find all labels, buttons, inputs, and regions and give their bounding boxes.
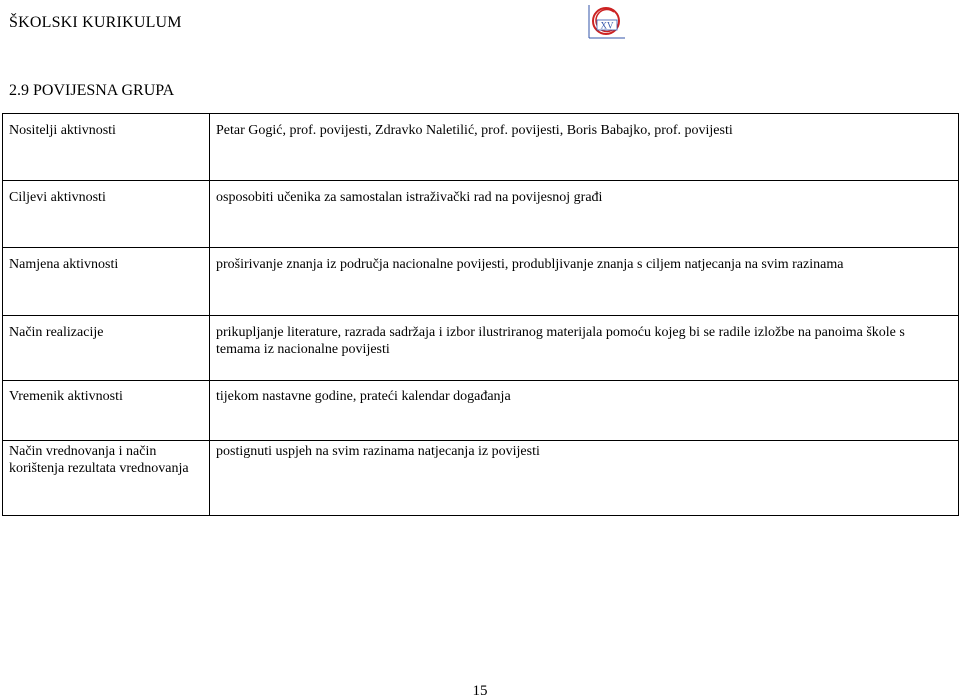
school-logo-icon bbox=[586, 4, 626, 40]
document-header-title: ŠKOLSKI KURIKULUM bbox=[9, 14, 182, 31]
row-value-cell bbox=[210, 181, 959, 248]
table-row bbox=[3, 441, 959, 516]
row-label: Namjena aktivnosti bbox=[9, 257, 119, 272]
row-value: proširivanje znanja iz područja nacionalne povijesti, produbljivanje znanja s ciljem natjecanja na svim razinama bbox=[216, 257, 844, 272]
row-value: prikupljanje literature, razrada sadržaja i izbor ilustriranog materijala pomoću kojeg bi se radile izložbe na panoima škole s temama iz nacionalne povijesti bbox=[216, 325, 905, 357]
row-value: tijekom nastavne godine, prateći kalendar događanja bbox=[216, 389, 511, 404]
section-heading bbox=[9, 82, 174, 100]
row-label-cell bbox=[3, 114, 210, 181]
row-label: Način vrednovanja i način korištenja rezultata vrednovanja bbox=[9, 444, 189, 476]
row-label-cell bbox=[3, 441, 210, 516]
row-value: osposobiti učenika za samostalan istraživački rad na povijesnoj građi bbox=[216, 190, 603, 205]
row-value-cell bbox=[210, 381, 959, 441]
activity-table bbox=[2, 113, 959, 516]
row-label: Vremenik aktivnosti bbox=[9, 389, 123, 404]
row-value-cell bbox=[210, 316, 959, 381]
table-row bbox=[3, 181, 959, 248]
row-label: Ciljevi aktivnosti bbox=[9, 190, 106, 205]
page-number: 15 bbox=[472, 683, 488, 699]
row-value-cell bbox=[210, 248, 959, 316]
row-label-cell bbox=[3, 316, 210, 381]
table-row bbox=[3, 316, 959, 381]
section-title: POVIJESNA GRUPA bbox=[33, 82, 175, 99]
row-label-cell bbox=[3, 381, 210, 441]
row-value-cell bbox=[210, 441, 959, 516]
row-value-cell bbox=[210, 114, 959, 181]
row-label: Način realizacije bbox=[9, 325, 104, 340]
table-row bbox=[3, 381, 959, 441]
row-value: postignuti uspjeh na svim razinama natjecanja iz povijesti bbox=[216, 444, 540, 459]
row-label-cell bbox=[3, 181, 210, 248]
logo-text: XV bbox=[600, 20, 614, 31]
table-row bbox=[3, 248, 959, 316]
row-label: Nositelji aktivnosti bbox=[9, 123, 116, 138]
row-value: Petar Gogić, prof. povijesti, Zdravko Naletilić, prof. povijesti, Boris Babajko, prof. povijesti bbox=[216, 123, 733, 138]
table-row bbox=[3, 114, 959, 181]
section-number: 2.9 bbox=[9, 82, 29, 99]
row-label-cell bbox=[3, 248, 210, 316]
